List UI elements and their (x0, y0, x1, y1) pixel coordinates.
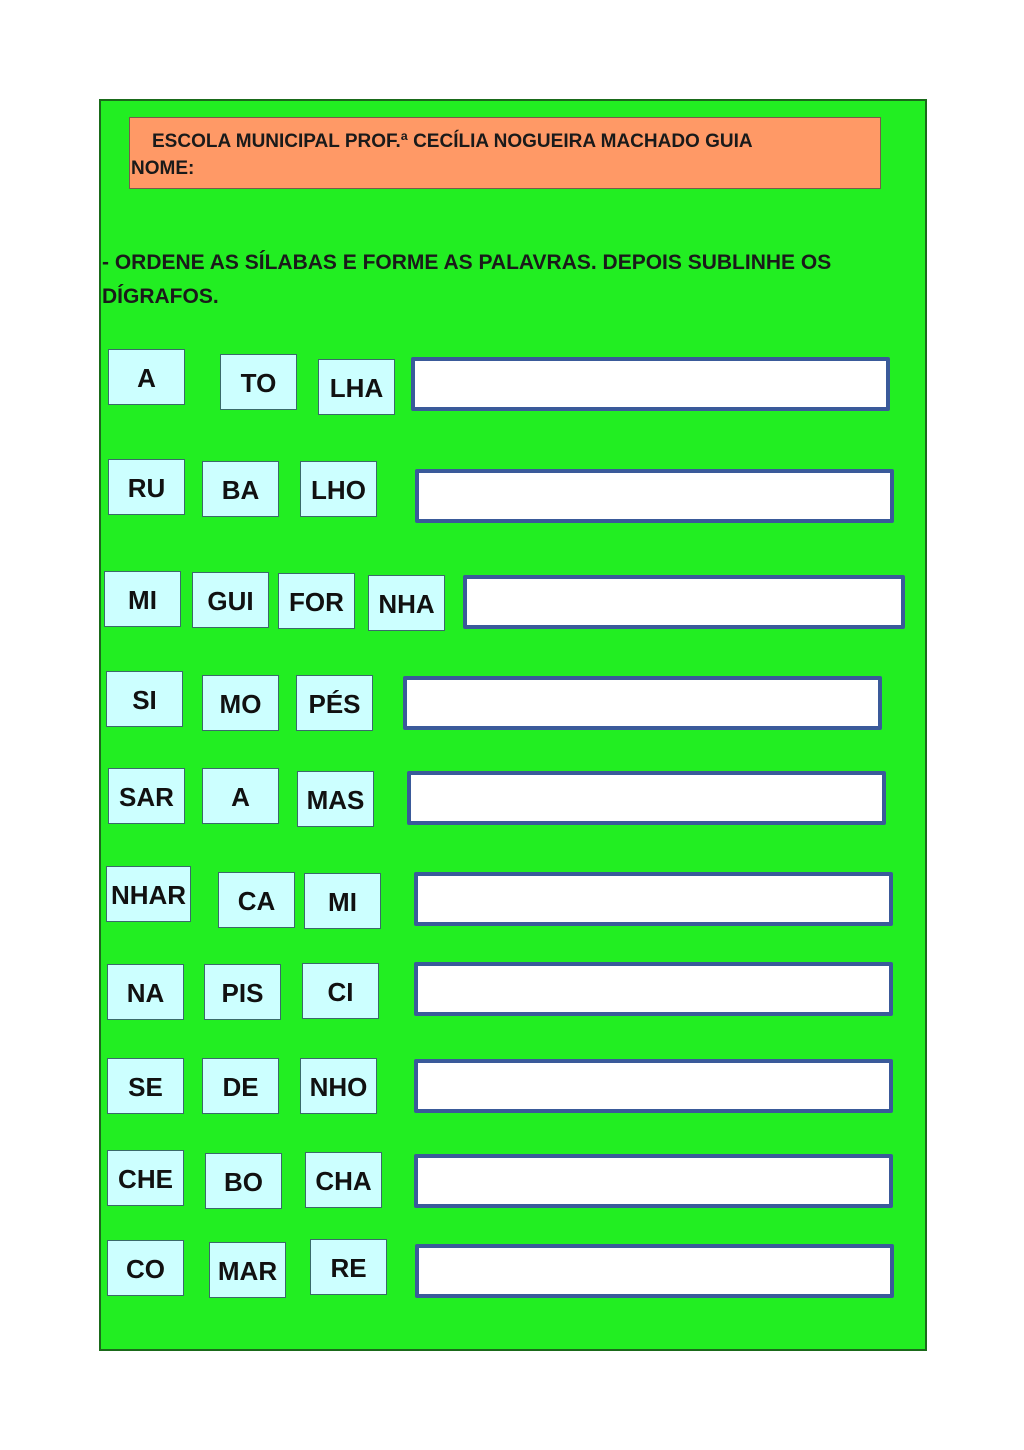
syllable-tile[interactable]: MI (304, 873, 381, 929)
syllable-tile[interactable]: FOR (278, 573, 355, 629)
answer-field[interactable] (415, 1244, 894, 1298)
school-name: ESCOLA MUNICIPAL PROF.ª CECÍLIA NOGUEIRA MACHADO GUIA (152, 131, 753, 152)
syllable-tile[interactable]: BO (205, 1153, 282, 1209)
answer-field[interactable] (414, 1154, 893, 1208)
name-label: NOME: (131, 158, 195, 179)
syllable-tile[interactable]: RU (108, 459, 185, 515)
syllable-tile[interactable]: A (202, 768, 279, 824)
syllable-tile[interactable]: MAS (297, 771, 374, 827)
answer-field[interactable] (463, 575, 905, 629)
instruction-text: - ORDENE AS SÍLABAS E FORME AS PALAVRAS. DEPOIS SUBLINHE OS DÍGRAFOS. (102, 251, 832, 308)
syllable-tile[interactable]: DE (202, 1058, 279, 1114)
syllable-tile[interactable]: GUI (192, 572, 269, 628)
syllable-tile[interactable]: RE (310, 1239, 387, 1295)
syllable-tile[interactable]: CO (107, 1240, 184, 1296)
syllable-tile[interactable]: NHO (300, 1058, 377, 1114)
syllable-tile[interactable]: LHO (300, 461, 377, 517)
syllable-tile[interactable]: MO (202, 675, 279, 731)
header-box (129, 117, 881, 189)
syllable-tile[interactable]: PÉS (296, 675, 373, 731)
syllable-tile[interactable]: CHE (107, 1150, 184, 1206)
syllable-tile[interactable]: CA (218, 872, 295, 928)
syllable-tile[interactable]: SI (106, 671, 183, 727)
syllable-tile[interactable]: LHA (318, 359, 395, 415)
answer-field[interactable] (407, 771, 886, 825)
syllable-tile[interactable]: BA (202, 461, 279, 517)
syllable-tile[interactable]: PIS (204, 964, 281, 1020)
syllable-tile[interactable]: A (108, 349, 185, 405)
answer-field[interactable] (414, 872, 893, 926)
answer-field[interactable] (415, 469, 894, 523)
answer-field[interactable] (403, 676, 882, 730)
answer-field[interactable] (414, 962, 893, 1016)
syllable-tile[interactable]: CI (302, 963, 379, 1019)
syllable-tile[interactable]: CHA (305, 1152, 382, 1208)
answer-field[interactable] (411, 357, 890, 411)
syllable-tile[interactable]: SE (107, 1058, 184, 1114)
syllable-tile[interactable]: MI (104, 571, 181, 627)
syllable-tile[interactable]: TO (220, 354, 297, 410)
answer-field[interactable] (414, 1059, 893, 1113)
syllable-tile[interactable]: SAR (108, 768, 185, 824)
syllable-tile[interactable]: NHA (368, 575, 445, 631)
syllable-tile[interactable]: MAR (209, 1242, 286, 1298)
syllable-tile[interactable]: NA (107, 964, 184, 1020)
syllable-tile[interactable]: NHAR (106, 866, 191, 922)
